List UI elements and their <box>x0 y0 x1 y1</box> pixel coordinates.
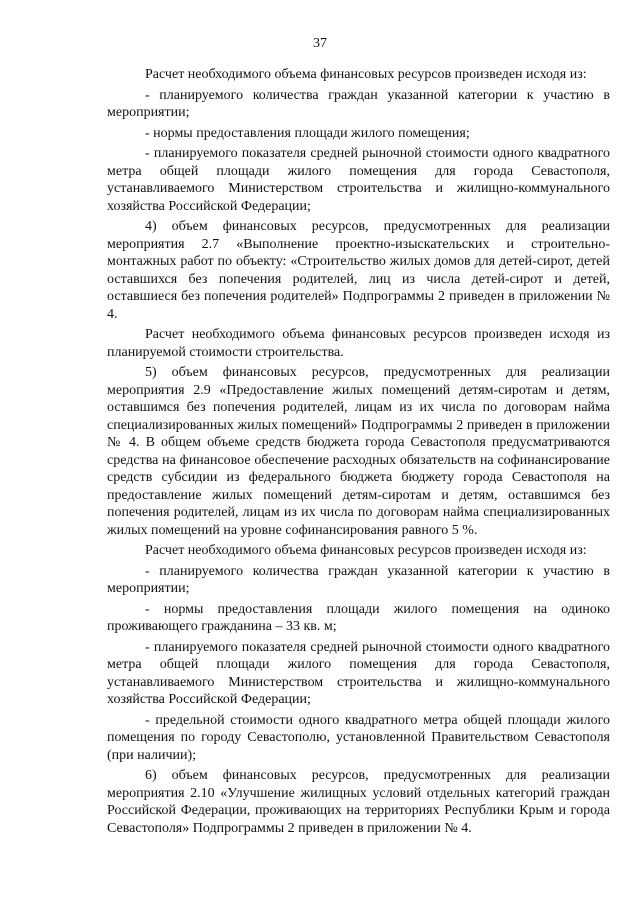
paragraph-planned-count-1: - планируемого количества граждан указанной категории к участию в мероприятии; <box>107 87 610 120</box>
paragraph-area-norm-2: - нормы предоставления площади жилого помещения на одиноко проживающего гражданина – 33 кв. м; <box>107 601 610 634</box>
paragraph-max-price: - предельной стоимости одного квадратного метра общей площади жилого помещения по городу Севастополю, установленной Правительством Севастополя (при наличии); <box>107 712 610 763</box>
paragraph-item-6: 6) объем финансовых ресурсов, предусмотренных для реализации мероприятия 2.10 «Улучшение жилищных условий отдельных категорий граждан Российской Федерации, проживающих на территориях Республики Крым и города Севастополя» Подпрограммы 2 приведен в приложении № 4. <box>107 768 610 836</box>
paragraph-calc-construction: Расчет необходимого объема финансовых ресурсов произведен исходя из планируемой стоимости строительства. <box>107 327 610 360</box>
paragraph-market-price-1: - планируемого показателя средней рыночной стоимости одного квадратного метра общей площади жилого помещения для города Севастополя, устанавливаемого Министерством строительства и жилищно-коммунального хозяйства Российской Федерации; <box>107 146 610 214</box>
page-number: 37 <box>313 36 327 51</box>
paragraph-planned-count-2: - планируемого количества граждан указанной категории к участию в мероприятии; <box>107 563 610 596</box>
paragraph-market-price-2: - планируемого показателя средней рыночной стоимости одного квадратного метра общей площади жилого помещения для города Севастополя, устанавливаемого Министерством строительства и жилищно-коммунального хозяйства Российской Федерации; <box>107 639 610 707</box>
paragraph-calc-basis-1: Расчет необходимого объема финансовых ресурсов произведен исходя из: <box>145 67 587 82</box>
paragraph-area-norm-1: - нормы предоставления площади жилого помещения; <box>145 125 470 141</box>
document-body <box>107 66 610 837</box>
paragraph-item-4: 4) объем финансовых ресурсов, предусмотренных для реализации мероприятия 2.7 «Выполнение проектно-изыскательских и строительно-монтажных работ по объекту: «Строительство жилых домов для детей-сирот, детей оставшихся без попечения родителей, лиц из числа детей-сирот и детей, оставшиеся без попечения родителей» Подпрограммы 2 приведен в приложении № 4. <box>107 219 610 322</box>
paragraph-calc-basis-2: Расчет необходимого объема финансовых ресурсов произведен исходя из: <box>145 543 587 558</box>
paragraph-item-5: 5) объем финансовых ресурсов, предусмотренных для реализации мероприятия 2.9 «Предоставление жилых помещений детям-сиротам и детям, оставшимся без попечения родителей, лицам из их числа по договорам найма специализированных жилых помещений» Подпрограммы 2 приведен в приложении № 4. В общем объеме средств бюджета города Севастополя предусматриваются средства на финансовое обеспечение расходных обязательств на софинансирование средств субсидии из федерального бюджета бюджету города Севастополя на предоставление жилых помещений детям-сиротам и детям, оставшимся без попечения родителей, лицам из их числа по договорам найма специализированных жилых помещений на уровне софинансирования равного 5 %. <box>107 365 610 538</box>
